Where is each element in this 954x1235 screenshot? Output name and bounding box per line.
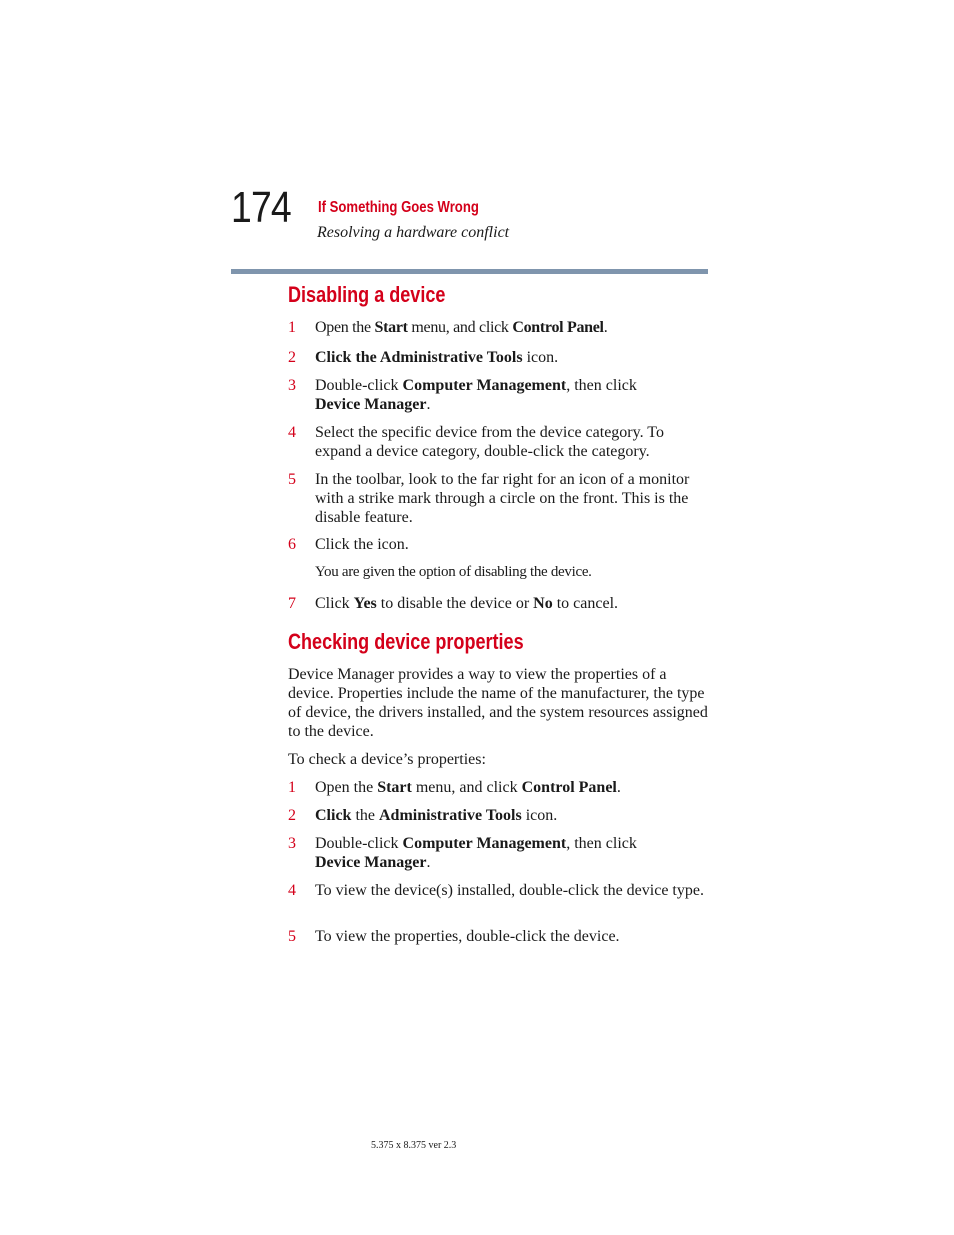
heading-disabling-device: Disabling a device [288,282,446,307]
step-number: 3 [288,835,296,852]
step-number: 5 [288,471,296,488]
step-number: 1 [288,319,296,336]
step-text: Select the specific device from the device category. To expand a device category, double-click the category. [315,424,664,460]
step-number: 1 [288,779,296,796]
intro-paragraph: Device Manager provides a way to view the properties of a device. Properties include the name of the manufacturer, the type of device, the drivers installed, and the system resources assigned to the device. [288,666,708,740]
step-text: Double-click Computer Management, then click Device Manager. [315,835,637,871]
step-text: In the toolbar, look to the far right for an icon of a monitor with a strike mark through a circle on the front. This is the disable feature. [315,471,690,526]
step-number: 2 [288,349,296,366]
step-number: 3 [288,377,296,394]
footer-version: 5.375 x 8.375 ver 2.3 [371,1140,457,1151]
step-text: Click the Administrative Tools icon. [315,807,558,824]
step-number: 6 [288,536,296,553]
step-text: Double-click Computer Management, then click Device Manager. [315,377,637,413]
step-text: Click Yes to disable the device or No to cancel. [315,595,619,612]
step-text: Open the Start menu, and click Control Panel. [315,779,621,796]
lead-paragraph: To check a device’s properties: [288,751,486,768]
chapter-title: If Something Goes Wrong [318,199,479,216]
step-number: 2 [288,807,296,824]
step-number: 7 [288,595,296,612]
step-text: Click the Administrative Tools icon. [315,349,559,366]
step-text: To view the properties, double-click the device. [315,928,620,945]
step-number: 4 [288,882,296,899]
section-subtitle: Resolving a hardware conflict [317,224,510,241]
step-text: Click the icon. [315,536,409,553]
step-number: 5 [288,928,296,945]
header-rule [231,269,708,274]
page-number: 174 [231,183,291,232]
step-note: You are given the option of disabling the device. [315,564,592,580]
step-text: Open the Start menu, and click Control Panel. [315,319,608,336]
step-number: 4 [288,424,296,441]
step-text: To view the device(s) installed, double-click the device type. [315,882,704,899]
heading-checking-device-properties: Checking device properties [288,629,524,654]
